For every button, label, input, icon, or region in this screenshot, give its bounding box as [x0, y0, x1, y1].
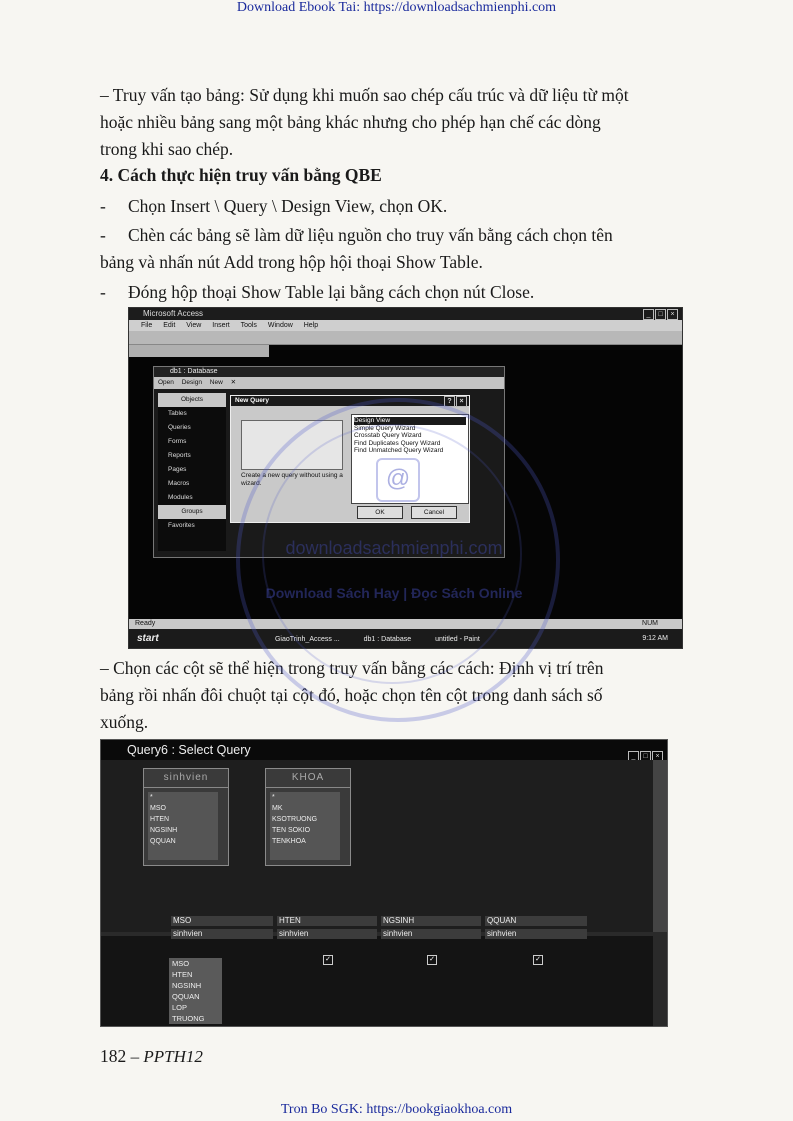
- field-item[interactable]: QQUAN: [150, 838, 176, 845]
- wizard-option-crosstab[interactable]: Crosstab Query Wizard: [354, 432, 422, 439]
- app-title-bar: [129, 308, 682, 320]
- main-toolbar: [129, 331, 682, 345]
- query-window-title-bar: [101, 740, 667, 760]
- header-link[interactable]: Download Ebook Tai: https://downloadsachmienphi.com: [236, 0, 557, 15]
- step-3: [100, 279, 712, 306]
- status-bar: [129, 619, 683, 629]
- grid-field-cell[interactable]: QQUAN: [485, 916, 587, 926]
- window-controls: [642, 308, 678, 320]
- field-dropdown-list[interactable]: [169, 958, 222, 1024]
- table-box-title: KHOA: [266, 769, 350, 788]
- taskbar-item[interactable]: untitled - Paint: [435, 636, 480, 643]
- table-box-sinhvien[interactable]: [143, 768, 229, 866]
- grid-field-cell[interactable]: MSO: [171, 916, 273, 926]
- open-button[interactable]: Open: [158, 379, 174, 386]
- footer-link[interactable]: Tron Bo SGK: https://bookgiaokhoa.com: [280, 1102, 513, 1117]
- dropdown-option[interactable]: QQUAN: [172, 992, 200, 1001]
- objects-bar: [158, 393, 226, 551]
- text-line: bảng rồi nhấn đôi chuột tại cột đó, hoặc chọn tên cột trong danh sách số: [100, 685, 603, 705]
- dropdown-option[interactable]: LOP: [172, 1003, 188, 1012]
- page-number: 182: [100, 1046, 127, 1066]
- select-query-screenshot: [100, 739, 668, 1027]
- field-item[interactable]: *: [272, 794, 275, 801]
- close-icon[interactable]: ×: [667, 309, 678, 320]
- step-text: Chèn các bảng sẽ làm dữ liệu nguồn cho truy vấn bằng cách chọn tên: [128, 225, 613, 245]
- minimize-icon[interactable]: _: [628, 751, 639, 762]
- grid-table-cell[interactable]: sinhvien: [485, 929, 587, 939]
- database-toolbar: [154, 377, 504, 389]
- objects-header[interactable]: Objects: [158, 393, 226, 407]
- table-box-title: sinhvien: [144, 769, 228, 788]
- object-macros[interactable]: Macros: [168, 480, 190, 487]
- field-item[interactable]: KSOTRUONG: [272, 816, 318, 823]
- step-2: [100, 222, 712, 276]
- app-title: Microsoft Access: [143, 309, 204, 318]
- groups-header[interactable]: Groups: [158, 505, 226, 519]
- step-text-cont: bảng và nhấn nút Add trong hộp hội thoại Show Table.: [100, 252, 483, 272]
- wizard-option-design-view[interactable]: Design View: [354, 417, 466, 425]
- wizard-option-simple[interactable]: Simple Query Wizard: [354, 424, 416, 432]
- field-item[interactable]: HTEN: [150, 816, 170, 823]
- menu-file[interactable]: File: [141, 322, 153, 329]
- dialog-controls: [443, 396, 467, 407]
- help-icon[interactable]: ?: [444, 396, 455, 407]
- object-queries[interactable]: Queries: [168, 424, 191, 431]
- grid-field-cell[interactable]: HTEN: [277, 916, 377, 926]
- object-modules[interactable]: Modules: [168, 494, 193, 501]
- database-window: [153, 366, 505, 558]
- start-button[interactable]: start: [137, 633, 159, 644]
- taskbar-item[interactable]: db1 : Database: [363, 636, 412, 643]
- dropdown-option[interactable]: HTEN: [172, 970, 193, 979]
- object-pages[interactable]: Pages: [168, 466, 187, 473]
- wizard-option-find-unmatched[interactable]: Find Unmatched Query Wizard: [354, 447, 444, 454]
- show-checkbox[interactable]: ✓: [323, 955, 333, 965]
- page-suffix: – PPTH12: [130, 1047, 203, 1066]
- object-reports[interactable]: Reports: [168, 452, 191, 459]
- grid-table-cell[interactable]: sinhvien: [171, 929, 273, 939]
- maximize-icon[interactable]: □: [640, 751, 651, 762]
- cancel-button[interactable]: Cancel: [411, 506, 457, 519]
- show-checkbox[interactable]: ✓: [533, 955, 543, 965]
- step-text: Đóng hộp thoại Show Table lại bằng cách chọn nút Close.: [128, 282, 535, 302]
- dropdown-option[interactable]: TRUONG: [172, 1014, 205, 1023]
- vertical-scrollbar[interactable]: [653, 760, 667, 932]
- database-window-title: db1 : Database: [154, 367, 504, 377]
- status-text: Ready: [135, 620, 156, 627]
- num-indicator: NUM: [642, 620, 658, 627]
- dialog-description: Create a new query without using a wizard.: [241, 472, 343, 487]
- middle-paragraph: [100, 655, 712, 736]
- watermark-tagline: Download Sách Hay | Đọc Sách Online: [265, 585, 523, 601]
- step-text: Chọn Insert \ Query \ Design View, chọn OK.: [128, 196, 448, 216]
- dialog-title-bar: [231, 396, 469, 406]
- field-item[interactable]: TEN SOKIO: [272, 827, 311, 834]
- page-footer: [100, 1046, 203, 1067]
- menu-help[interactable]: Help: [303, 322, 319, 329]
- grid-table-cell[interactable]: sinhvien: [277, 929, 377, 939]
- minimize-icon[interactable]: _: [643, 309, 654, 320]
- field-item[interactable]: TENKHOA: [272, 838, 306, 845]
- show-checkbox[interactable]: ✓: [427, 955, 437, 965]
- menu-insert[interactable]: Insert: [212, 322, 230, 329]
- field-list[interactable]: [148, 792, 218, 860]
- menu-bar: [129, 320, 682, 331]
- grid-table-cell[interactable]: sinhvien: [381, 929, 481, 939]
- section-heading: 4. Cách thực hiện truy vấn bằng QBE: [100, 165, 382, 185]
- intro-paragraph: [100, 82, 712, 163]
- field-list[interactable]: [270, 792, 340, 860]
- new-button[interactable]: New: [209, 379, 223, 386]
- grid-field-cell[interactable]: NGSINH: [381, 916, 481, 926]
- step-1: [100, 193, 712, 220]
- dialog-title: New Query: [235, 397, 269, 404]
- object-tables[interactable]: Tables: [168, 410, 187, 417]
- menu-view[interactable]: View: [186, 322, 202, 329]
- text-line: trong khi sao chép.: [100, 139, 234, 159]
- new-query-dialog: [230, 395, 470, 523]
- text-line: – Truy vấn tạo bảng: Sử dụng khi muốn sao chép cấu trúc và dữ liệu từ một: [100, 85, 629, 105]
- table-pane: [101, 760, 653, 932]
- table-box-khoa[interactable]: [265, 768, 351, 866]
- text-line: – Chọn các cột sẽ thể hiện trong truy vấn bằng các cách: Định vị trí trên: [100, 658, 604, 678]
- object-forms[interactable]: Forms: [168, 438, 187, 445]
- field-item[interactable]: NGSINH: [150, 827, 178, 834]
- design-button[interactable]: Design: [181, 379, 202, 386]
- secondary-toolbar: [129, 345, 269, 357]
- bullet-dash: -: [100, 196, 106, 216]
- menu-window[interactable]: Window: [267, 322, 293, 329]
- delete-icon[interactable]: ✕: [230, 379, 237, 386]
- dropdown-option[interactable]: NGSINH: [172, 981, 202, 990]
- clock: 9:12 AM: [642, 635, 668, 642]
- taskbar-item[interactable]: GiaoTrinh_Access ...: [274, 636, 340, 643]
- watermark-site: downloadsachmienphi.com: [285, 538, 503, 558]
- close-icon[interactable]: ×: [652, 751, 663, 762]
- menu-edit[interactable]: Edit: [163, 322, 176, 329]
- field-item[interactable]: MK: [272, 805, 283, 812]
- wizard-option-find-duplicates[interactable]: Find Duplicates Query Wizard: [354, 439, 441, 447]
- text-line: hoặc nhiều bảng sang một bảng khác nhưng cho phép hạn chế các dòng: [100, 112, 601, 132]
- ok-button[interactable]: OK: [357, 506, 403, 519]
- object-favorites[interactable]: Favorites: [168, 522, 195, 529]
- text-line: xuống.: [100, 712, 149, 732]
- watermark-at-icon: @: [376, 458, 420, 502]
- wizard-illustration: [241, 420, 343, 470]
- query-window-title: Query6 : Select Query: [127, 743, 251, 757]
- field-item[interactable]: *: [150, 794, 153, 801]
- bullet-dash: -: [100, 282, 106, 302]
- dropdown-option[interactable]: MSO: [172, 959, 190, 968]
- field-item[interactable]: MSO: [150, 805, 166, 812]
- taskbar: [129, 629, 682, 648]
- dialog-close-icon[interactable]: ×: [456, 396, 467, 407]
- menu-tools[interactable]: Tools: [240, 322, 257, 329]
- bullet-dash: -: [100, 225, 106, 245]
- maximize-icon[interactable]: □: [655, 309, 666, 320]
